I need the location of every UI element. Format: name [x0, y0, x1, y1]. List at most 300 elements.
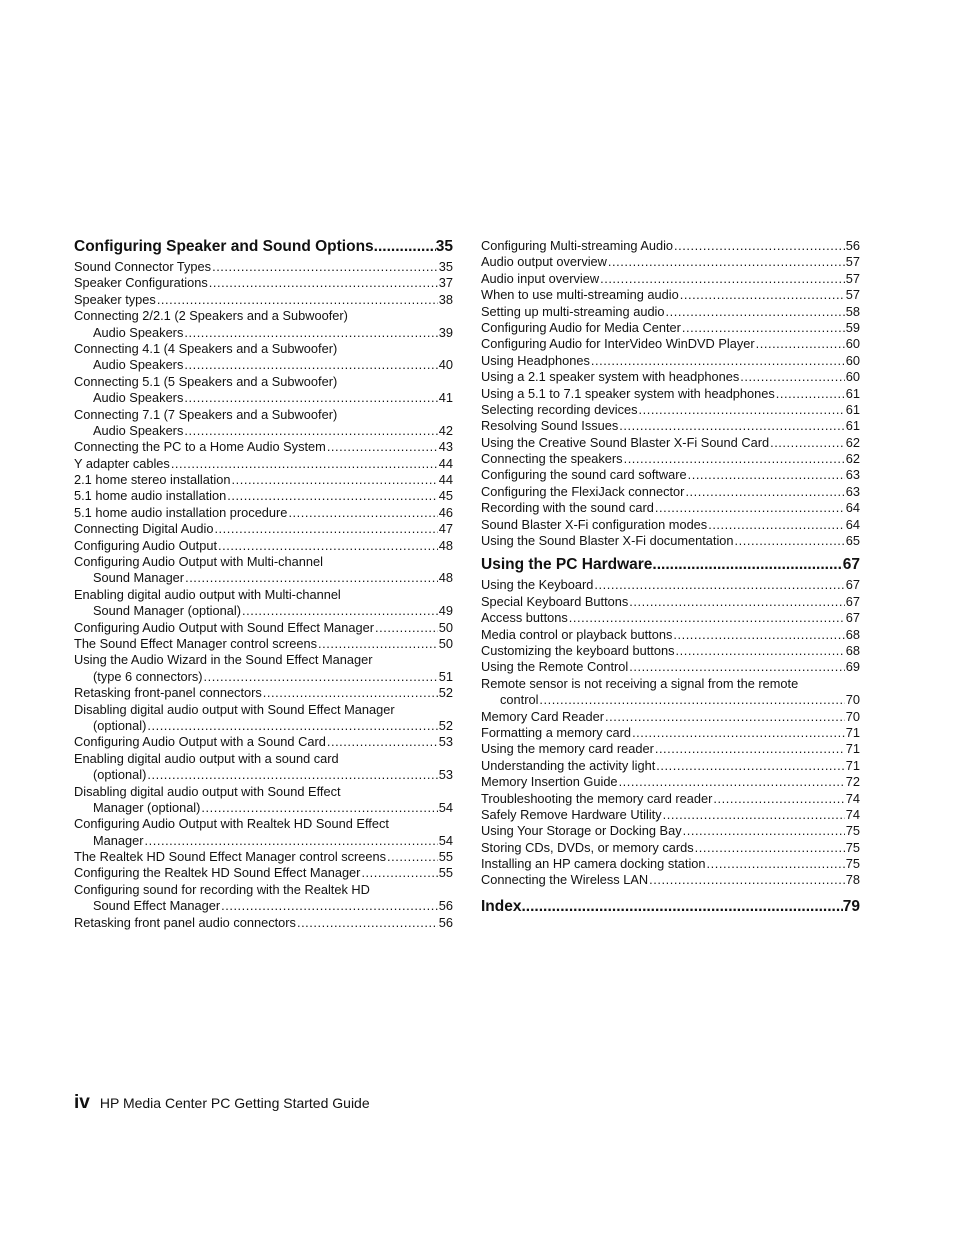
entry-title: Using Your Storage or Docking Bay — [481, 823, 682, 839]
toc-entry[interactable] — [481, 484, 860, 500]
entry-page: 61 — [845, 401, 860, 417]
entry-page: 68 — [845, 626, 860, 642]
leader-dots — [688, 467, 845, 483]
leader-dots — [652, 555, 842, 575]
entry-page: 61 — [845, 418, 860, 434]
toc-section-heading[interactable] — [481, 897, 860, 917]
entry-title: Safely Remove Hardware Utility — [481, 806, 662, 822]
entry-title-line1: Connecting 5.1 (5 Speakers and a Subwoofer) — [74, 373, 338, 389]
leader-dots — [675, 643, 844, 659]
section-page: 67 — [842, 556, 860, 574]
entry-title-line1: Enabling digital audio output with Multi-channel — [74, 586, 341, 602]
entry-line — [481, 369, 860, 385]
toc-entry[interactable] — [74, 882, 453, 915]
entry-page: 49 — [438, 603, 453, 619]
entry-line — [481, 336, 860, 352]
leader-dots — [666, 304, 845, 320]
leader-dots — [184, 423, 437, 439]
entry-title: Speaker Configurations — [74, 275, 208, 291]
entry-page: 53 — [438, 767, 453, 783]
entry-title: Configuring Audio Output with a Sound Card — [74, 734, 326, 750]
toc-entry[interactable] — [481, 287, 860, 303]
entry-page: 72 — [845, 774, 860, 790]
entry-page: 45 — [438, 488, 453, 504]
entry-title: Selecting recording devices — [481, 401, 638, 417]
toc-entry[interactable] — [74, 341, 453, 374]
entry-page: 61 — [845, 385, 860, 401]
toc-entry[interactable] — [481, 254, 860, 270]
entry-line — [481, 533, 860, 549]
entry-page: 57 — [845, 287, 860, 303]
entry-page: 40 — [438, 357, 453, 373]
toc-entry[interactable] — [74, 538, 453, 554]
toc-entry[interactable] — [481, 594, 860, 610]
leader-dots — [184, 325, 437, 341]
leader-dots — [221, 898, 438, 914]
entry-title: Using a 2.1 speaker system with headphones — [481, 369, 740, 385]
entry-page: 70 — [845, 708, 860, 724]
entry-page: 62 — [845, 451, 860, 467]
toc-entry[interactable] — [74, 456, 453, 472]
toc-right-column — [481, 237, 860, 919]
entry-line — [481, 451, 860, 467]
entry-page: 35 — [438, 259, 453, 274]
leader-dots — [683, 823, 845, 839]
entry-title-line1: Using the Audio Wizard in the Sound Effect Manager — [74, 652, 373, 668]
entry-title: Recording with the sound card — [481, 500, 654, 516]
entry-page: 55 — [438, 849, 453, 865]
toc-entry-list — [481, 238, 860, 549]
entry-page: 44 — [438, 455, 453, 471]
entry-page: 44 — [438, 472, 453, 488]
leader-dots — [539, 692, 844, 708]
entry-title: control — [500, 692, 539, 708]
entry-page: 70 — [845, 692, 860, 708]
entry-page: 41 — [438, 390, 453, 406]
toc-entry[interactable] — [481, 533, 860, 549]
entry-line — [74, 865, 453, 881]
toc-entry[interactable] — [481, 758, 860, 774]
entry-page: 62 — [845, 434, 860, 450]
entry-line — [74, 603, 453, 619]
leader-dots — [695, 840, 845, 856]
entry-title-line1: Configuring Audio Output with Multi-channel — [74, 554, 323, 570]
entry-page: 57 — [845, 270, 860, 286]
leader-dots — [374, 237, 436, 257]
entry-title: Using the Sound Blaster X-Fi documentation — [481, 533, 734, 549]
toc-entry[interactable] — [481, 451, 860, 467]
entry-title: Configuring Multi-streaming Audio — [481, 238, 674, 253]
leader-dots — [619, 418, 844, 434]
entry-title: Special Keyboard Buttons — [481, 593, 629, 609]
entry-page: 43 — [438, 439, 453, 455]
entry-line — [74, 488, 453, 504]
toc-entry[interactable] — [481, 627, 860, 643]
leader-dots — [608, 254, 845, 270]
toc-entry[interactable] — [74, 472, 453, 488]
entry-title: Access buttons — [481, 610, 568, 626]
toc-entry[interactable] — [481, 435, 860, 451]
entry-line — [481, 304, 860, 320]
entry-line — [481, 254, 860, 270]
entry-line — [74, 718, 453, 734]
entry-title: Speaker types — [74, 291, 156, 307]
entry-line — [481, 709, 860, 725]
entry-title: The Realtek HD Sound Effect Manager control screens — [74, 849, 387, 865]
entry-title: Audio Speakers — [93, 422, 184, 438]
entry-page: 60 — [845, 336, 860, 352]
toc-entry[interactable] — [74, 374, 453, 407]
entry-title: Sound Effect Manager — [93, 898, 221, 914]
toc-entry-list — [481, 577, 860, 888]
leader-dots — [201, 800, 437, 816]
entry-line — [481, 594, 860, 610]
leader-dots — [145, 833, 438, 849]
entry-line — [74, 423, 453, 439]
toc-entry[interactable] — [74, 702, 453, 735]
toc-entry[interactable] — [74, 734, 453, 750]
entry-title: Using the Creative Sound Blaster X-Fi Sound Card — [481, 434, 770, 450]
leader-dots — [735, 533, 845, 549]
entry-page: 71 — [845, 724, 860, 740]
toc-section-heading[interactable] — [481, 555, 860, 575]
toc-entry[interactable] — [74, 636, 453, 652]
entry-title: The Sound Effect Manager control screens — [74, 635, 318, 651]
leader-dots — [605, 709, 845, 725]
toc-entry[interactable] — [74, 521, 453, 537]
leader-dots — [740, 369, 845, 385]
entry-page: 50 — [438, 619, 453, 635]
leader-dots — [756, 336, 845, 352]
toc-entry[interactable] — [481, 467, 860, 483]
entry-page: 75 — [845, 839, 860, 855]
leader-dots — [171, 456, 438, 472]
entry-page: 37 — [438, 275, 453, 291]
leader-dots — [218, 538, 438, 554]
entry-title: Configuring the FlexiJack connector — [481, 483, 685, 499]
entry-page: 64 — [845, 516, 860, 532]
entry-title: Configuring Audio Output with Sound Effect Manager — [74, 619, 374, 635]
entry-line — [481, 856, 860, 872]
entry-line — [74, 521, 453, 537]
leader-dots — [227, 488, 438, 504]
entry-page: 56 — [438, 898, 453, 914]
entry-page: 75 — [845, 823, 860, 839]
entry-title-line1: Connecting 7.1 (7 Speakers and a Subwoofer) — [74, 406, 338, 422]
leader-dots — [674, 238, 845, 254]
leader-dots — [707, 856, 845, 872]
entry-title-line1: Disabling digital audio output with Sound Effect Manager — [74, 701, 395, 717]
leader-dots — [214, 521, 437, 537]
entry-title: Sound Manager — [93, 570, 185, 586]
toc-entry[interactable] — [74, 915, 453, 931]
entry-line — [74, 570, 453, 586]
entry-page: 56 — [438, 914, 453, 930]
toc-entry[interactable] — [74, 685, 453, 701]
section-page: 79 — [842, 897, 860, 915]
entry-page: 60 — [845, 352, 860, 368]
entry-page: 52 — [438, 685, 453, 701]
entry-title: Troubleshooting the memory card reader — [481, 790, 713, 806]
toc-entry[interactable] — [74, 587, 453, 620]
entry-page: 48 — [438, 537, 453, 553]
entry-page: 63 — [845, 467, 860, 483]
toc-entry[interactable] — [481, 774, 860, 790]
toc-entry[interactable] — [481, 418, 860, 434]
toc-entry[interactable] — [74, 816, 453, 849]
entry-title: (optional) — [93, 717, 147, 733]
entry-page: 63 — [845, 483, 860, 499]
section-title: Using the PC Hardware — [481, 556, 653, 574]
entry-line — [481, 643, 860, 659]
entry-title: Configuring Audio for InterVideo WinDVD Player — [481, 336, 755, 352]
entry-title: Understanding the activity light — [481, 757, 656, 773]
entry-line — [481, 577, 860, 593]
leader-dots — [232, 472, 438, 488]
leader-dots — [185, 570, 438, 586]
entry-title: Audio input overview — [481, 270, 600, 286]
entry-page: 54 — [438, 799, 453, 815]
toc-entry[interactable] — [481, 823, 860, 839]
leader-dots — [212, 259, 438, 275]
toc-entry[interactable] — [481, 369, 860, 385]
toc-entry[interactable] — [481, 238, 860, 254]
entry-title: Y adapter cables — [74, 455, 170, 471]
entry-title-line1: Configuring Audio Output with Realtek HD Sound Effect — [74, 816, 389, 832]
leader-dots — [770, 435, 845, 451]
entry-page: 51 — [438, 668, 453, 684]
entry-page: 56 — [845, 238, 860, 253]
leader-dots — [591, 353, 845, 369]
entry-page: 74 — [845, 790, 860, 806]
entry-line — [481, 610, 860, 626]
entry-page: 68 — [845, 642, 860, 658]
entry-line — [74, 898, 453, 914]
toc-entry[interactable] — [74, 259, 453, 275]
leader-dots — [632, 725, 845, 741]
toc-entry[interactable] — [74, 292, 453, 308]
toc-entry[interactable] — [481, 336, 860, 352]
leader-dots — [569, 610, 845, 626]
entry-title-line1: Remote sensor is not receiving a signal from the remote — [481, 675, 799, 691]
entry-title: Customizing the keyboard buttons — [481, 642, 675, 658]
entry-title-line1: Configuring sound for recording with the Realtek HD — [74, 881, 370, 897]
leader-dots — [682, 320, 845, 336]
leader-dots — [639, 402, 845, 418]
entry-line — [481, 238, 860, 254]
entry-page: 53 — [438, 734, 453, 750]
leader-dots — [624, 451, 845, 467]
entry-page: 60 — [845, 369, 860, 385]
toc-entry[interactable] — [74, 407, 453, 440]
entry-page: 65 — [845, 533, 860, 549]
entry-title: Sound Connector Types — [74, 259, 212, 274]
entry-title: 5.1 home audio installation — [74, 488, 227, 504]
toc-entry[interactable] — [74, 784, 453, 817]
toc-entry[interactable] — [481, 643, 860, 659]
toc-entry[interactable] — [481, 320, 860, 336]
entry-page: 58 — [845, 303, 860, 319]
entry-line — [481, 500, 860, 516]
entry-page: 46 — [438, 504, 453, 520]
toc-entry[interactable] — [74, 505, 453, 521]
toc-entry[interactable] — [481, 577, 860, 593]
entry-title: (type 6 connectors) — [93, 668, 203, 684]
leader-dots — [656, 758, 844, 774]
entry-title: Sound Blaster X-Fi configuration modes — [481, 516, 708, 532]
entry-line — [74, 685, 453, 701]
entry-title: Manager — [93, 832, 144, 848]
entry-line — [481, 627, 860, 643]
entry-page: 75 — [845, 856, 860, 872]
toc-entry[interactable] — [74, 751, 453, 784]
entry-title: Configuring the sound card software — [481, 467, 687, 483]
toc-entry[interactable] — [481, 856, 860, 872]
entry-page: 69 — [845, 659, 860, 675]
leader-dots — [713, 791, 844, 807]
toc-entry[interactable] — [481, 304, 860, 320]
toc-entry[interactable] — [74, 849, 453, 865]
entry-line — [481, 741, 860, 757]
entry-line — [74, 292, 453, 308]
entry-title: Configuring Audio Output — [74, 537, 217, 553]
toc-entry[interactable] — [481, 741, 860, 757]
entry-line — [74, 275, 453, 291]
entry-page: 67 — [845, 577, 860, 593]
toc-entry[interactable] — [481, 500, 860, 516]
toc-entry[interactable] — [481, 840, 860, 856]
entry-title: Formatting a memory card — [481, 724, 632, 740]
toc-entry[interactable] — [74, 620, 453, 636]
entry-page: 52 — [438, 717, 453, 733]
toc-entry[interactable] — [481, 807, 860, 823]
toc-entry[interactable] — [74, 554, 453, 587]
section-page: 35 — [435, 238, 453, 255]
entry-page: 57 — [845, 254, 860, 270]
entry-title: Using a 5.1 to 7.1 speaker system with headphones — [481, 385, 775, 401]
entry-title: Connecting the speakers — [481, 451, 623, 467]
entry-line — [74, 767, 453, 783]
entry-line — [74, 472, 453, 488]
toc-left-column — [74, 237, 453, 931]
entry-title: Audio output overview — [481, 254, 607, 270]
toc-entry[interactable] — [481, 386, 860, 402]
entry-title: Audio Speakers — [93, 324, 184, 340]
entry-line — [74, 833, 453, 849]
page-number: iv — [74, 1092, 90, 1113]
entry-line — [74, 538, 453, 554]
entry-line — [481, 758, 860, 774]
entry-line — [74, 505, 453, 521]
leader-dots — [204, 669, 438, 685]
toc-entry[interactable] — [481, 725, 860, 741]
leader-dots — [209, 275, 438, 291]
toc-entry[interactable] — [481, 791, 860, 807]
entry-page: 48 — [438, 570, 453, 586]
toc-entry[interactable] — [481, 659, 860, 675]
toc-entry[interactable] — [481, 676, 860, 709]
entry-page: 64 — [845, 500, 860, 516]
toc-section-heading[interactable] — [74, 237, 453, 257]
leader-dots — [521, 897, 842, 917]
toc-entry-list — [74, 259, 453, 931]
entry-page: 74 — [845, 806, 860, 822]
entry-line — [74, 456, 453, 472]
entry-line — [481, 872, 860, 888]
toc-entry[interactable] — [74, 488, 453, 504]
entry-line — [74, 439, 453, 455]
entry-title: Media control or playback buttons — [481, 626, 673, 642]
entry-title: Memory Card Reader — [481, 708, 605, 724]
leader-dots — [649, 872, 845, 888]
leader-dots — [629, 594, 845, 610]
leader-dots — [147, 718, 437, 734]
entry-line — [481, 320, 860, 336]
leader-dots — [263, 685, 438, 701]
book-title: HP Media Center PC Getting Started Guide — [99, 1095, 370, 1111]
toc-entry[interactable] — [74, 308, 453, 341]
entry-title: Retasking front panel audio connectors — [74, 914, 296, 930]
entry-page: 59 — [845, 319, 860, 335]
leader-dots — [673, 627, 844, 643]
leader-dots — [157, 292, 438, 308]
entry-line — [481, 435, 860, 451]
leader-dots — [594, 577, 844, 593]
entry-line — [481, 692, 860, 708]
leader-dots — [184, 357, 437, 373]
entry-title-line1: Enabling digital audio output with a sound card — [74, 750, 339, 766]
entry-title: Using Headphones — [481, 352, 590, 368]
entry-line — [481, 287, 860, 303]
entry-line — [481, 659, 860, 675]
entry-title: Installing an HP camera docking station — [481, 856, 706, 872]
entry-page: 71 — [845, 741, 860, 757]
leader-dots — [776, 386, 845, 402]
toc-entry[interactable] — [481, 709, 860, 725]
toc-entry[interactable] — [481, 271, 860, 287]
toc-entry[interactable] — [481, 353, 860, 369]
toc-entry[interactable] — [481, 610, 860, 626]
toc-entry[interactable] — [481, 872, 860, 888]
entry-title: Memory Insertion Guide — [481, 774, 618, 790]
entry-title: Retasking front-panel connectors — [74, 685, 262, 701]
toc-entry[interactable] — [481, 402, 860, 418]
entry-line — [74, 390, 453, 406]
toc-entry[interactable] — [74, 865, 453, 881]
leader-dots — [708, 517, 845, 533]
entry-title: Storing CDs, DVDs, or memory cards — [481, 839, 694, 855]
entry-title: Configuring Audio for Media Center — [481, 319, 681, 335]
leader-dots — [680, 287, 845, 303]
leader-dots — [327, 734, 438, 750]
entry-line — [74, 325, 453, 341]
toc-entry[interactable] — [74, 275, 453, 291]
toc-entry[interactable] — [74, 439, 453, 455]
toc-entry[interactable] — [481, 517, 860, 533]
leader-dots — [184, 390, 437, 406]
entry-title: Sound Manager (optional) — [93, 603, 241, 619]
entry-line — [481, 353, 860, 369]
entry-line — [74, 357, 453, 373]
entry-line — [74, 669, 453, 685]
entry-title: Connecting the Wireless LAN — [481, 872, 649, 888]
entry-line — [481, 807, 860, 823]
entry-line — [481, 271, 860, 287]
entry-line — [74, 800, 453, 816]
entry-page: 71 — [845, 757, 860, 773]
toc-entry[interactable] — [74, 652, 453, 685]
leader-dots — [629, 659, 845, 675]
